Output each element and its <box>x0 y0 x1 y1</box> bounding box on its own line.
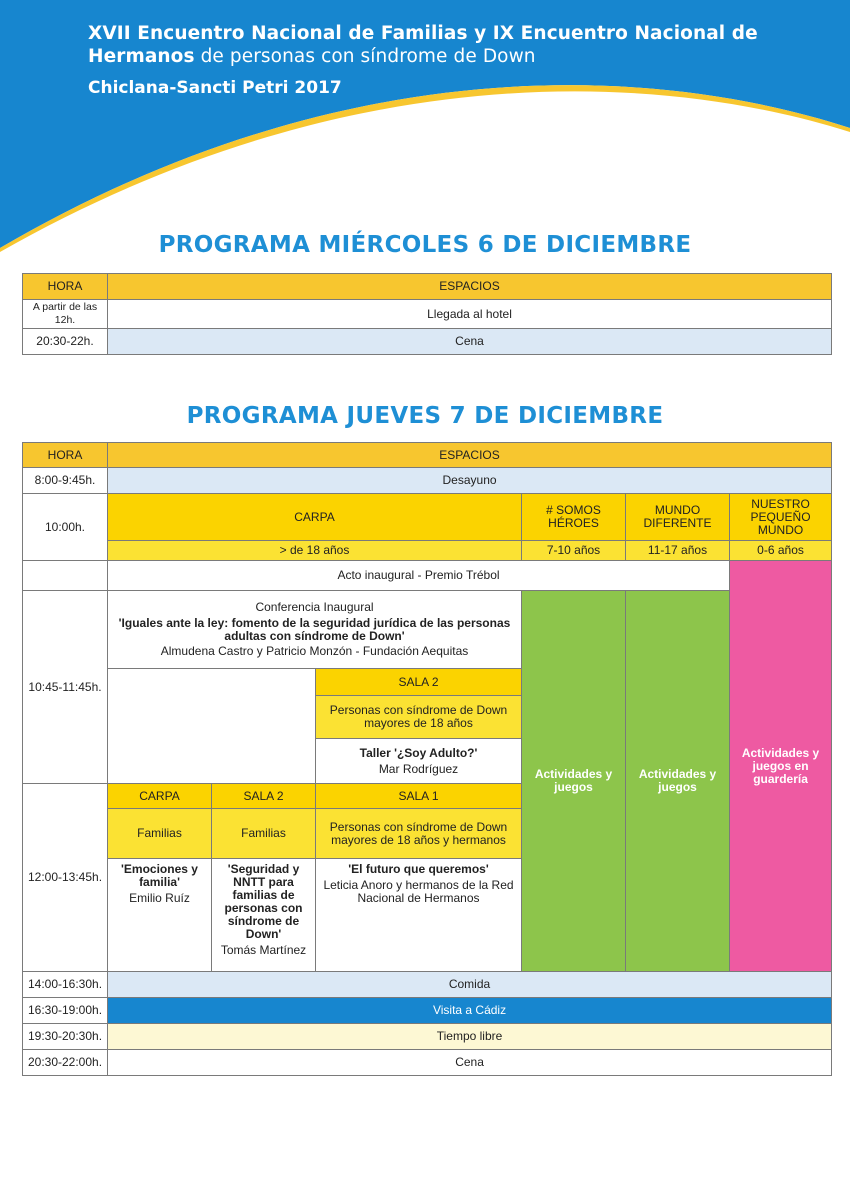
somos-heroes-activities: Actividades y juegos <box>522 591 626 972</box>
table-row <box>23 274 832 300</box>
row-hora: 10:45-11:45h. <box>23 591 108 784</box>
col-hora: HORA <box>23 274 108 300</box>
table-row <box>23 998 832 1024</box>
carpa-audience: Familias <box>108 809 212 859</box>
header-line-3: Chiclana-Sancti Petri 2017 <box>88 78 342 98</box>
wednesday-table <box>22 273 832 355</box>
sala1-talk: 'El futuro que queremos' <box>348 862 489 876</box>
thursday-table <box>22 442 832 1076</box>
row-hora: A partir de las 12h. <box>23 300 108 329</box>
sala2-header: SALA 2 <box>212 784 316 809</box>
header-line-2: Hermanos de personas con síndrome de Down <box>88 46 536 67</box>
row-hora: 12:00-13:45h. <box>23 784 108 972</box>
conference-cell <box>108 591 522 669</box>
space-mundo-diferente: MUNDO DIFERENTE <box>626 494 730 541</box>
age-mundo-diferente: 11-17 años <box>626 541 730 561</box>
conference-speakers: Almudena Castro y Patricio Monzón - Fundación Aequitas <box>160 644 469 658</box>
row-hora: 20:30-22:00h. <box>23 1050 108 1076</box>
row-evento: Tiempo libre <box>108 1024 832 1050</box>
header-line-1: XVII Encuentro Nacional de Familias y IX Encuentro Nacional de <box>88 23 758 44</box>
table-row <box>23 329 832 355</box>
space-carpa: CARPA <box>108 494 522 541</box>
sala1-header: SALA 1 <box>316 784 522 809</box>
col-espacios: ESPACIOS <box>108 274 832 300</box>
sala2-talk: 'Seguridad y NNTT para familias de personas con síndrome de Down' <box>224 862 303 941</box>
row-hora: 20:30-22h. <box>23 329 108 355</box>
table-row <box>23 1024 832 1050</box>
age-somos-heroes: 7-10 años <box>522 541 626 561</box>
carpa-talk-cell <box>108 859 212 972</box>
sala2-speaker: Tomás Martínez <box>220 943 307 957</box>
table-row <box>23 443 832 468</box>
col-hora: HORA <box>23 443 108 468</box>
row-evento: Comida <box>108 972 832 998</box>
row-hora: 14:00-16:30h. <box>23 972 108 998</box>
table-row <box>23 494 832 541</box>
table-row <box>23 561 832 591</box>
taller-cell <box>316 739 522 784</box>
space-pequeno-mundo: NUESTRO PEQUEÑO MUNDO <box>730 494 832 541</box>
thursday-title: PROGRAMA JUEVES 7 DE DICIEMBRE <box>186 403 664 429</box>
acto-inaugural: Acto inaugural - Premio Trébol <box>108 561 730 591</box>
table-row <box>23 300 832 329</box>
carpa-talk: 'Emociones y familia' <box>121 862 198 889</box>
sala2-talk-cell <box>212 859 316 972</box>
row-hora: 16:30-19:00h. <box>23 998 108 1024</box>
taller-title: Taller '¿Soy Adulto?' <box>359 745 478 760</box>
guarderia-activities: Actividades y juegos en guardería <box>730 561 832 972</box>
row-evento: Cena <box>108 329 832 355</box>
row-hora: 10:00h. <box>23 494 108 561</box>
sala2-audience: Familias <box>212 809 316 859</box>
sala2-audience: Personas con síndrome de Down mayores de 18 años <box>316 696 522 739</box>
empty-cell <box>108 669 316 784</box>
table-row <box>23 468 832 494</box>
row-hora: 19:30-20:30h. <box>23 1024 108 1050</box>
age-carpa: > de 18 años <box>108 541 522 561</box>
wednesday-title: PROGRAMA MIÉRCOLES 6 DE DICIEMBRE <box>158 232 692 258</box>
col-espacios: ESPACIOS <box>108 443 832 468</box>
table-row <box>23 541 832 561</box>
taller-speaker: Mar Rodríguez <box>378 761 459 776</box>
table-row <box>23 1050 832 1076</box>
row-evento: Llegada al hotel <box>108 300 832 329</box>
age-pequeno-mundo: 0-6 años <box>730 541 832 561</box>
row-evento: Cena <box>108 1050 832 1076</box>
row-hora: 8:00-9:45h. <box>23 468 108 494</box>
sala1-audience: Personas con síndrome de Down mayores de 18 años y hermanos <box>316 809 522 859</box>
carpa-header: CARPA <box>108 784 212 809</box>
row-evento: Visita a Cádiz <box>108 998 832 1024</box>
conference-label: Conferencia Inaugural <box>255 600 374 614</box>
sala1-speaker: Leticia Anoro y hermanos de la Red Nacional de Hermanos <box>323 878 514 905</box>
space-somos-heroes: # SOMOS HÉROES <box>522 494 626 541</box>
table-row <box>23 972 832 998</box>
table-row <box>23 591 832 669</box>
carpa-speaker: Emilio Ruíz <box>129 891 190 905</box>
sala1-talk-cell <box>316 859 522 972</box>
conference-title: 'Iguales ante la ley: fomento de la seguridad jurídica de las personas adultas con síndrome de Down' <box>118 616 511 643</box>
header-text <box>88 22 788 98</box>
mundo-diferente-activities: Actividades y juegos <box>626 591 730 972</box>
row-evento: Desayuno <box>108 468 832 494</box>
sala2-header: SALA 2 <box>316 669 522 696</box>
row-hora-empty <box>23 561 108 591</box>
